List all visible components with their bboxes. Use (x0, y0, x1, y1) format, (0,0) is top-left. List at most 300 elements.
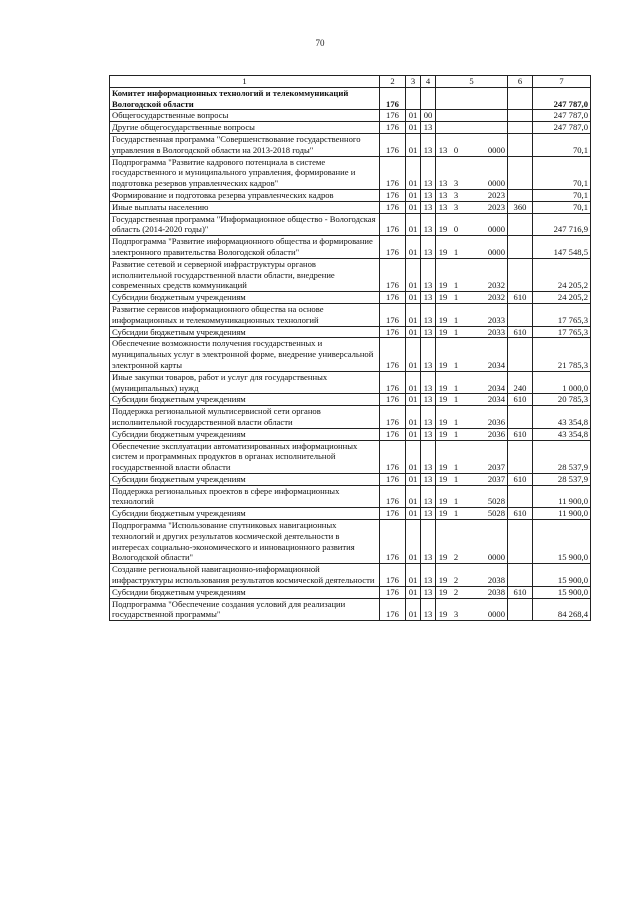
code-segment: 0000 (487, 246, 505, 257)
code-segment: 0000 (487, 552, 505, 563)
table-row (110, 303, 591, 326)
expense-type-cell (508, 598, 533, 621)
subsection-code-cell: 13 (421, 564, 436, 587)
section-code-cell: 01 (406, 406, 421, 429)
amount-cell: 28 537,9 (533, 440, 591, 473)
subsection-code-cell: 13 (421, 428, 436, 440)
expense-type-cell (508, 122, 533, 134)
header-cell: 3 (406, 76, 421, 88)
subsection-code-cell: 13 (421, 189, 436, 201)
ministry-code-cell: 176 (380, 371, 406, 394)
ministry-code-cell: 176 (380, 156, 406, 189)
subsection-code-cell: 13 (421, 473, 436, 485)
code-segment (464, 292, 474, 303)
budget-table-body (110, 76, 591, 621)
row-name-cell: Комитет информационных технологий и телекоммуникаций Вологодской области (110, 87, 380, 110)
amount-cell: 24 205,2 (533, 258, 591, 291)
subsection-code-cell: 13 (421, 258, 436, 291)
code-segment: 0000 (487, 144, 505, 155)
table-row (110, 122, 591, 134)
code-segment (464, 202, 474, 213)
expense-type-cell (508, 87, 533, 110)
code-segment: 19 (438, 359, 448, 370)
code-segment (464, 462, 474, 473)
table-row (110, 110, 591, 122)
code-segment: 5028 (487, 496, 505, 507)
code-segment: 0 (453, 144, 459, 155)
ministry-code-cell: 176 (380, 303, 406, 326)
code-segment: 13 (438, 201, 448, 212)
code-segment: 2036 (487, 428, 505, 439)
expense-type-cell: 610 (508, 326, 533, 338)
section-code-cell: 01 (406, 292, 421, 304)
subsection-code-cell: 13 (421, 598, 436, 621)
code-segment: 19 (438, 280, 448, 291)
row-name-cell: Государственная программа "Информационное общество - Вологодская область (2014-2020 годы)" (110, 213, 380, 236)
amount-cell: 70,1 (533, 156, 591, 189)
target-article-code (438, 292, 505, 303)
row-name-cell: Субсидии бюджетным учреждениям (110, 394, 380, 406)
amount-cell: 247 787,0 (533, 110, 591, 122)
target-article-code-cell (436, 201, 508, 213)
subsection-code-cell: 13 (421, 485, 436, 508)
target-article-code-cell (436, 394, 508, 406)
budget-table (109, 75, 591, 621)
target-article-code (438, 609, 505, 620)
table-row (110, 586, 591, 598)
code-segment: 2 (453, 552, 459, 563)
row-name-cell: Поддержка региональной мультисервисной сети органов исполнительной государственной власти области (110, 406, 380, 429)
ministry-code-cell: 176 (380, 473, 406, 485)
expense-type-cell: 610 (508, 428, 533, 440)
target-article-code-cell (436, 110, 508, 122)
ministry-code-cell: 176 (380, 406, 406, 429)
code-segment: 19 (438, 382, 448, 393)
page-number: 70 (315, 38, 325, 48)
row-name-cell: Субсидии бюджетным учреждениям (110, 508, 380, 520)
code-segment: 19 (438, 552, 448, 563)
code-segment (464, 552, 474, 563)
table-row (110, 394, 591, 406)
target-article-code-cell (436, 213, 508, 236)
code-segment (464, 327, 474, 338)
ministry-code-cell: 176 (380, 213, 406, 236)
code-segment: 19 (438, 586, 448, 597)
expense-type-cell (508, 406, 533, 429)
row-name-cell: Создание региональной навигационно-информационной инфраструктуры использования результатов космической деятельности (110, 564, 380, 587)
section-code-cell: 01 (406, 485, 421, 508)
header-cell: 1 (110, 76, 380, 88)
amount-cell: 147 548,5 (533, 236, 591, 259)
target-article-code-cell (436, 338, 508, 371)
target-article-code-cell (436, 292, 508, 304)
code-segment: 1 (453, 428, 459, 439)
target-article-code (438, 383, 505, 394)
expense-type-cell (508, 110, 533, 122)
subsection-code-cell: 13 (421, 326, 436, 338)
table-row (110, 371, 591, 394)
code-segment: 1 (453, 496, 459, 507)
section-code-cell: 01 (406, 440, 421, 473)
expense-type-cell (508, 564, 533, 587)
table-row (110, 406, 591, 429)
amount-cell: 15 900,0 (533, 520, 591, 564)
subsection-code-cell: 13 (421, 133, 436, 156)
code-segment: 3 (453, 201, 459, 212)
code-segment (464, 587, 474, 598)
row-name-cell: Другие общегосударственные вопросы (110, 122, 380, 134)
subsection-code-cell: 13 (421, 440, 436, 473)
table-row (110, 213, 591, 236)
code-segment: 19 (438, 508, 448, 519)
target-article-code-cell (436, 508, 508, 520)
code-segment: 19 (438, 496, 448, 507)
code-segment (464, 575, 474, 586)
row-name-cell: Формирование и подготовка резерва управленческих кадров (110, 189, 380, 201)
target-article-code-cell (436, 156, 508, 189)
code-segment: 19 (438, 416, 448, 427)
section-code-cell: 01 (406, 122, 421, 134)
row-name-cell: Подпрограмма "Развитие кадрового потенциала в системе государственного и муниципального управления, формирование и подготовка резервов управленческих кадров" (110, 156, 380, 189)
subsection-code-cell: 13 (421, 201, 436, 213)
code-segment: 2032 (487, 280, 505, 291)
code-segment: 2034 (487, 382, 505, 393)
row-name-cell: Обеспечение возможности получения государственных и муниципальных услуг в электронной форме, внедрение универсальной электронной карты (110, 338, 380, 371)
code-segment: 1 (453, 292, 459, 303)
table-row (110, 326, 591, 338)
code-segment: 2037 (487, 473, 505, 484)
expense-type-cell: 240 (508, 371, 533, 394)
target-article-code-cell (436, 586, 508, 598)
header-cell: 5 (436, 76, 508, 88)
target-article-code (438, 247, 505, 258)
code-segment: 3 (453, 189, 459, 200)
expense-type-cell (508, 236, 533, 259)
subsection-code-cell: 00 (421, 110, 436, 122)
section-code-cell: 01 (406, 598, 421, 621)
ministry-code-cell: 176 (380, 110, 406, 122)
code-segment: 2 (453, 586, 459, 597)
target-article-code (438, 315, 505, 326)
code-segment: 2034 (487, 359, 505, 370)
table-row (110, 564, 591, 587)
code-segment: 1 (453, 280, 459, 291)
subsection-code-cell: 13 (421, 236, 436, 259)
header-cell: 2 (380, 76, 406, 88)
section-code-cell: 01 (406, 473, 421, 485)
section-code-cell: 01 (406, 586, 421, 598)
section-code-cell: 01 (406, 338, 421, 371)
target-article-code (438, 462, 505, 473)
target-article-code (438, 360, 505, 371)
table-row (110, 201, 591, 213)
expense-type-cell (508, 156, 533, 189)
row-name-cell: Поддержка региональных проектов в сфере информационных технологий (110, 485, 380, 508)
section-code-cell: 01 (406, 213, 421, 236)
section-code-cell: 01 (406, 133, 421, 156)
code-segment: 1 (453, 394, 459, 405)
target-article-code (438, 429, 505, 440)
row-name-cell: Подпрограмма "Обеспечение создания условий для реализации государственной программы" (110, 598, 380, 621)
section-code-cell: 01 (406, 201, 421, 213)
table-row (110, 338, 591, 371)
code-segment: 1 (453, 508, 459, 519)
subsection-code-cell: 13 (421, 508, 436, 520)
target-article-code (438, 587, 505, 598)
amount-cell: 15 900,0 (533, 586, 591, 598)
amount-cell: 70,1 (533, 133, 591, 156)
section-code-cell: 01 (406, 303, 421, 326)
code-segment: 19 (438, 575, 448, 586)
row-name-cell: Субсидии бюджетным учреждениям (110, 586, 380, 598)
expense-type-cell: 360 (508, 201, 533, 213)
code-segment: 19 (438, 292, 448, 303)
ministry-code-cell: 176 (380, 586, 406, 598)
section-code-cell: 01 (406, 394, 421, 406)
section-code-cell: 01 (406, 236, 421, 259)
row-name-cell: Общегосударственные вопросы (110, 110, 380, 122)
amount-cell: 20 785,3 (533, 394, 591, 406)
amount-cell: 43 354,8 (533, 428, 591, 440)
ministry-code-cell: 176 (380, 440, 406, 473)
table-row (110, 598, 591, 621)
code-segment: 19 (438, 326, 448, 337)
row-name-cell: Иные выплаты населению (110, 201, 380, 213)
ministry-code-cell: 176 (380, 87, 406, 110)
subsection-code-cell: 13 (421, 406, 436, 429)
subsection-code-cell: 13 (421, 122, 436, 134)
target-article-code-cell (436, 520, 508, 564)
expense-type-cell (508, 213, 533, 236)
table-row (110, 258, 591, 291)
amount-cell: 11 900,0 (533, 485, 591, 508)
amount-cell: 70,1 (533, 189, 591, 201)
row-name-cell: Субсидии бюджетным учреждениям (110, 473, 380, 485)
code-segment (464, 474, 474, 485)
subsection-code-cell: 13 (421, 213, 436, 236)
table-row (110, 87, 591, 110)
ministry-code-cell: 176 (380, 485, 406, 508)
section-code-cell: 01 (406, 520, 421, 564)
amount-cell: 15 900,0 (533, 564, 591, 587)
code-segment: 2038 (487, 586, 505, 597)
code-segment (464, 383, 474, 394)
expense-type-cell (508, 440, 533, 473)
target-article-code-cell (436, 133, 508, 156)
code-segment (464, 508, 474, 519)
table-row (110, 189, 591, 201)
target-article-code-cell (436, 406, 508, 429)
amount-cell: 247 787,0 (533, 87, 591, 110)
target-article-code (438, 190, 505, 201)
section-code-cell: 01 (406, 428, 421, 440)
amount-cell: 1 000,0 (533, 371, 591, 394)
amount-cell: 17 765,3 (533, 326, 591, 338)
code-segment (464, 496, 474, 507)
target-article-code (438, 202, 505, 213)
code-segment: 13 (438, 144, 448, 155)
code-segment: 19 (438, 246, 448, 257)
table-row (110, 236, 591, 259)
code-segment: 2 (453, 575, 459, 586)
ministry-code-cell: 176 (380, 189, 406, 201)
code-segment: 19 (438, 428, 448, 439)
row-name-cell: Субсидии бюджетным учреждениям (110, 326, 380, 338)
subsection-code-cell: 13 (421, 586, 436, 598)
section-code-cell: 01 (406, 110, 421, 122)
ministry-code-cell: 176 (380, 598, 406, 621)
code-segment: 1 (453, 326, 459, 337)
ministry-code-cell: 176 (380, 564, 406, 587)
row-name-cell: Субсидии бюджетным учреждениям (110, 292, 380, 304)
target-article-code (438, 394, 505, 405)
target-article-code-cell (436, 303, 508, 326)
row-name-cell: Государственная программа "Совершенствование государственного управления в Вологодской области на 2013-2018 годы" (110, 133, 380, 156)
code-segment: 1 (453, 359, 459, 370)
target-article-code-cell (436, 440, 508, 473)
expense-type-cell (508, 189, 533, 201)
expense-type-cell (508, 303, 533, 326)
row-name-cell: Субсидии бюджетным учреждениям (110, 428, 380, 440)
ministry-code-cell: 176 (380, 292, 406, 304)
expense-type-cell: 610 (508, 508, 533, 520)
amount-cell: 43 354,8 (533, 406, 591, 429)
target-article-code-cell (436, 485, 508, 508)
code-segment (464, 417, 474, 428)
subsection-code-cell: 13 (421, 520, 436, 564)
ministry-code-cell: 176 (380, 122, 406, 134)
target-article-code-cell (436, 473, 508, 485)
target-article-code-cell (436, 258, 508, 291)
ministry-code-cell: 176 (380, 428, 406, 440)
code-segment: 19 (438, 473, 448, 484)
target-article-code (438, 552, 505, 563)
target-article-code (438, 496, 505, 507)
code-segment: 2038 (487, 575, 505, 586)
code-segment: 0 (453, 224, 459, 235)
code-segment (464, 224, 474, 235)
expense-type-cell (508, 133, 533, 156)
code-segment (464, 178, 474, 189)
target-article-code (438, 575, 505, 586)
code-segment: 19 (438, 314, 448, 325)
ministry-code-cell: 176 (380, 133, 406, 156)
table-row (110, 520, 591, 564)
subsection-code-cell: 13 (421, 292, 436, 304)
section-code-cell: 01 (406, 564, 421, 587)
code-segment: 1 (453, 473, 459, 484)
section-code-cell: 01 (406, 508, 421, 520)
amount-cell: 70,1 (533, 201, 591, 213)
target-article-code-cell (436, 598, 508, 621)
table-row (110, 440, 591, 473)
amount-cell: 28 537,9 (533, 473, 591, 485)
amount-cell: 11 900,0 (533, 508, 591, 520)
ministry-code-cell: 176 (380, 508, 406, 520)
row-name-cell: Подпрограмма "Использование спутниковых навигационных технологий и других результатов космической деятельности в интересах социально-экономического и инновационного развития Вологодской области" (110, 520, 380, 564)
code-segment: 19 (438, 394, 448, 405)
subsection-code-cell: 13 (421, 371, 436, 394)
target-article-code (438, 327, 505, 338)
code-segment (464, 609, 474, 620)
code-segment (464, 315, 474, 326)
code-segment: 0000 (487, 224, 505, 235)
section-code-cell: 01 (406, 326, 421, 338)
expense-type-cell: 610 (508, 292, 533, 304)
code-segment: 1 (453, 314, 459, 325)
code-segment (464, 247, 474, 258)
target-article-code-cell (436, 564, 508, 587)
row-name-cell: Развитие сетевой и серверной инфраструктуры органов исполнительной государственной власти области, внедрение современных средств коммуникаций (110, 258, 380, 291)
target-article-code-cell (436, 87, 508, 110)
section-code-cell: 01 (406, 371, 421, 394)
amount-cell: 24 205,2 (533, 292, 591, 304)
code-segment: 13 (438, 189, 448, 200)
code-segment: 0000 (487, 609, 505, 620)
target-article-code-cell (436, 371, 508, 394)
code-segment: 5028 (487, 508, 505, 519)
ministry-code-cell: 176 (380, 201, 406, 213)
row-name-cell: Развитие сервисов информационного общества на основе информационных и телекоммуникационных технологий (110, 303, 380, 326)
code-segment: 1 (453, 246, 459, 257)
expense-type-cell: 610 (508, 394, 533, 406)
code-segment: 2037 (487, 462, 505, 473)
code-segment: 19 (438, 224, 448, 235)
section-code-cell: 01 (406, 258, 421, 291)
code-segment: 2023 (487, 189, 505, 200)
target-article-code (438, 474, 505, 485)
ministry-code-cell: 176 (380, 394, 406, 406)
code-segment: 19 (438, 462, 448, 473)
section-code-cell (406, 87, 421, 110)
target-article-code (438, 508, 505, 519)
section-code-cell: 01 (406, 156, 421, 189)
subsection-code-cell: 13 (421, 156, 436, 189)
table-row (110, 133, 591, 156)
target-article-code (438, 417, 505, 428)
code-segment: 13 (438, 178, 448, 189)
code-segment: 2033 (487, 326, 505, 337)
section-code-cell: 01 (406, 189, 421, 201)
target-article-code-cell (436, 122, 508, 134)
expense-type-cell (508, 338, 533, 371)
target-article-code (438, 224, 505, 235)
subsection-code-cell: 13 (421, 303, 436, 326)
subsection-code-cell: 13 (421, 338, 436, 371)
header-cell: 4 (421, 76, 436, 88)
table-row (110, 473, 591, 485)
expense-type-cell: 610 (508, 586, 533, 598)
table-row (110, 485, 591, 508)
target-article-code (438, 280, 505, 291)
row-name-cell: Подпрограмма "Развитие информационного общества и формирование электронного правительства Вологодской области" (110, 236, 380, 259)
expense-type-cell (508, 258, 533, 291)
table-row (110, 428, 591, 440)
subsection-code-cell: 13 (421, 394, 436, 406)
code-segment (464, 145, 474, 156)
amount-cell: 17 765,3 (533, 303, 591, 326)
expense-type-cell: 610 (508, 473, 533, 485)
table-row (110, 156, 591, 189)
target-article-code-cell (436, 236, 508, 259)
code-segment: 2033 (487, 314, 505, 325)
target-article-code (438, 145, 505, 156)
code-segment: 19 (438, 609, 448, 620)
header-cell: 7 (533, 76, 591, 88)
code-segment: 3 (453, 609, 459, 620)
code-segment: 3 (453, 178, 459, 189)
code-segment: 2036 (487, 416, 505, 427)
